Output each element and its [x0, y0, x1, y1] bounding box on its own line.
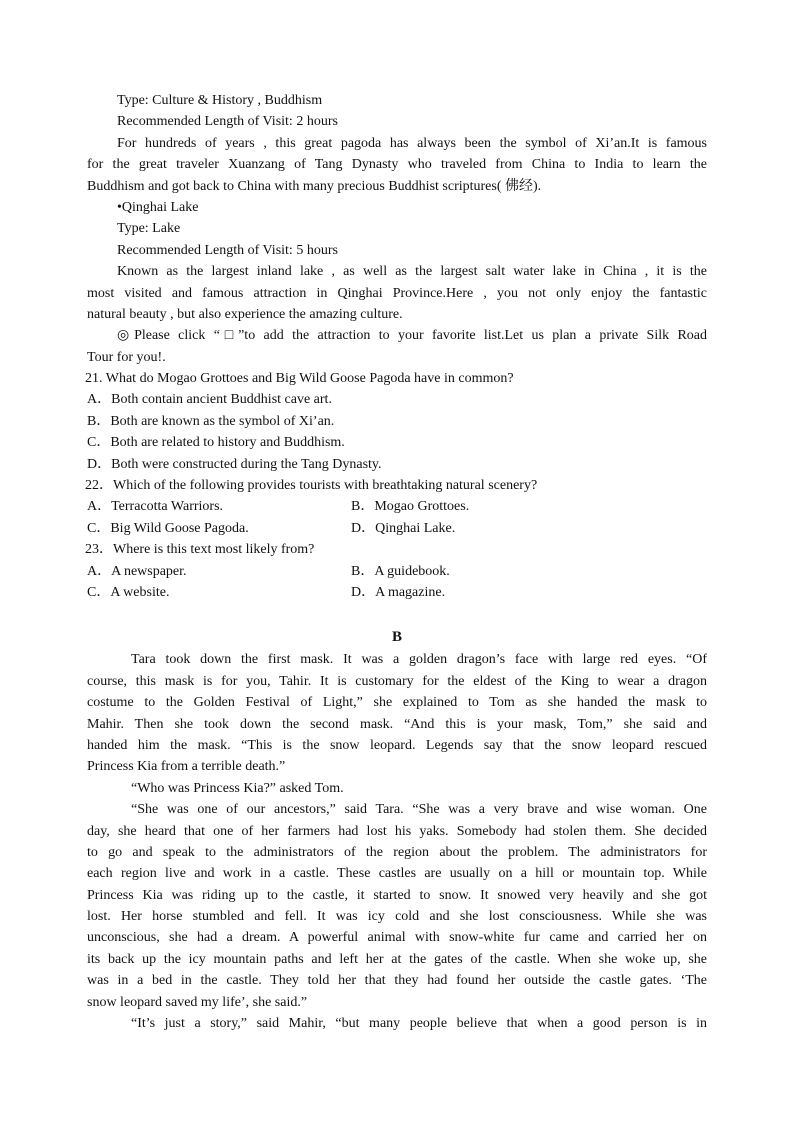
paragraph-line: Tara took down the first mask. It was a golden dragon’s face with large red eyes. “Of: [131, 652, 707, 668]
attraction-visit-length: Recommended Length of Visit: 2 hours: [117, 114, 338, 130]
qinghai-text-line: most visited and famous attraction in Qinghai Province.Here , you not only enjoy the fantastic: [87, 285, 707, 301]
call-to-action-line: Tour for you!.: [87, 349, 166, 365]
paragraph-line: was in a bed in the castle. They told her that they had found her outside the castle gates. ‘The: [87, 973, 707, 989]
question-stem: 22．Which of the following provides tourists with breathtaking natural scenery?: [85, 478, 538, 494]
answer-option: C．Both are related to history and Buddhism.: [87, 435, 345, 451]
answer-option: B．Both are known as the symbol of Xi’an.: [87, 413, 335, 429]
paragraph-line: Mahir. Then she took down the second mask. “And this is your mask, Tom,” she said and: [87, 716, 707, 732]
attraction-type: Type: Lake: [117, 221, 181, 237]
option-row: [87, 496, 707, 517]
call-to-action-line: ◎Please click “□”to add the attraction to your favorite list.Let us plan a private Silk Road: [117, 328, 707, 344]
paragraph-line: to go and speak to the administrators of the region about the problem. The administrators for: [87, 844, 707, 860]
section-heading-b: B: [391, 629, 402, 646]
answer-option: D．Both were constructed during the Tang Dynasty.: [87, 456, 382, 472]
qinghai-text-line: Known as the largest inland lake , as well as the largest salt water lake in China , it is the: [117, 264, 707, 280]
qinghai-text-line: natural beauty , but also experience the amazing culture.: [87, 306, 403, 322]
answer-option: A．Terracotta Warriors.: [87, 499, 224, 515]
document-page: [87, 90, 707, 1034]
option-row: [87, 518, 707, 539]
paragraph-line: snow leopard saved my life’, she said.”: [87, 994, 308, 1010]
answer-option: A．A newspaper.: [87, 563, 187, 579]
paragraph-line: Princess Kia was riding up to the castle, it started to snow. It snowed very heavily and she got: [87, 887, 707, 903]
pagoda-text-line: for the great traveler Xuanzang of Tang Dynasty who traveled from China to India to learn the: [87, 157, 707, 173]
passage-b-paragraph: [87, 799, 707, 1013]
answer-option: D．Qinghai Lake.: [351, 520, 456, 536]
paragraph-line: each region live and work in a castle. These castles are usually on a hill or mountain top. While: [87, 866, 707, 882]
paragraph-line: handed him the mask. “This is the snow leopard. Legends say that the snow leopard rescued: [87, 737, 707, 753]
paragraph-line: lost. Her horse stumbled and fell. It was icy cold and she lost consciousness. While she was: [87, 909, 707, 925]
paragraph-line: “It’s just a story,” said Mahir, “but many people believe that when a good person is in: [131, 1016, 707, 1032]
answer-option: C．Big Wild Goose Pagoda.: [87, 520, 249, 536]
paragraph-line: unconscious, she had a dream. A powerful animal with snow-white fur came and carried her on: [87, 930, 707, 946]
passage-b-paragraph: [87, 649, 707, 777]
option-row: [87, 582, 707, 603]
answer-option: D．A magazine.: [351, 584, 446, 600]
attraction-type: Type: Culture & History , Buddhism: [117, 93, 323, 108]
paragraph-line: costume to the Golden Festival of Light,” she explained to Tom as she handed the mask to: [87, 695, 707, 711]
question-stem: 23．Where is this text most likely from?: [85, 542, 315, 558]
passage-b-paragraph: [87, 778, 707, 799]
attraction-title-qinghai: •Qinghai Lake: [117, 199, 199, 215]
answer-option: C．A website.: [87, 584, 170, 600]
answer-option: A．Both contain ancient Buddhist cave art.: [87, 392, 332, 408]
pagoda-text-line: For hundreds of years , this great pagoda has always been the symbol of Xi’an.It is famous: [117, 135, 707, 151]
paragraph-line: “She was one of our ancestors,” said Tara. “She was a very brave and wise woman. One: [131, 802, 707, 818]
option-row: [87, 561, 707, 582]
paragraph-line: course, this mask is for you, Tahir. It is customary for the eldest of the King to wear a dragon: [87, 673, 707, 689]
paragraph-line: day, she heard that one of her farmers had lost his yaks. Somebody had stolen them. She decided: [87, 823, 707, 839]
paragraph-line: Princess Kia from a terrible death.”: [87, 759, 286, 775]
answer-option: B．A guidebook.: [351, 563, 450, 579]
pagoda-text-line: Buddhism and got back to China with many precious Buddhist scriptures( 佛经).: [87, 178, 542, 194]
paragraph-line: its back up the icy mountain paths and left her at the gates of the castle. When she woke up, she: [87, 951, 707, 967]
passage-b-paragraph: [87, 1013, 707, 1034]
paragraph-line: “Who was Princess Kia?” asked Tom.: [131, 780, 344, 796]
attraction-visit-length: Recommended Length of Visit: 5 hours: [117, 242, 338, 258]
question-stem: 21. What do Mogao Grottoes and Big Wild Goose Pagoda have in common?: [85, 371, 514, 387]
answer-option: B．Mogao Grottoes.: [351, 499, 470, 515]
